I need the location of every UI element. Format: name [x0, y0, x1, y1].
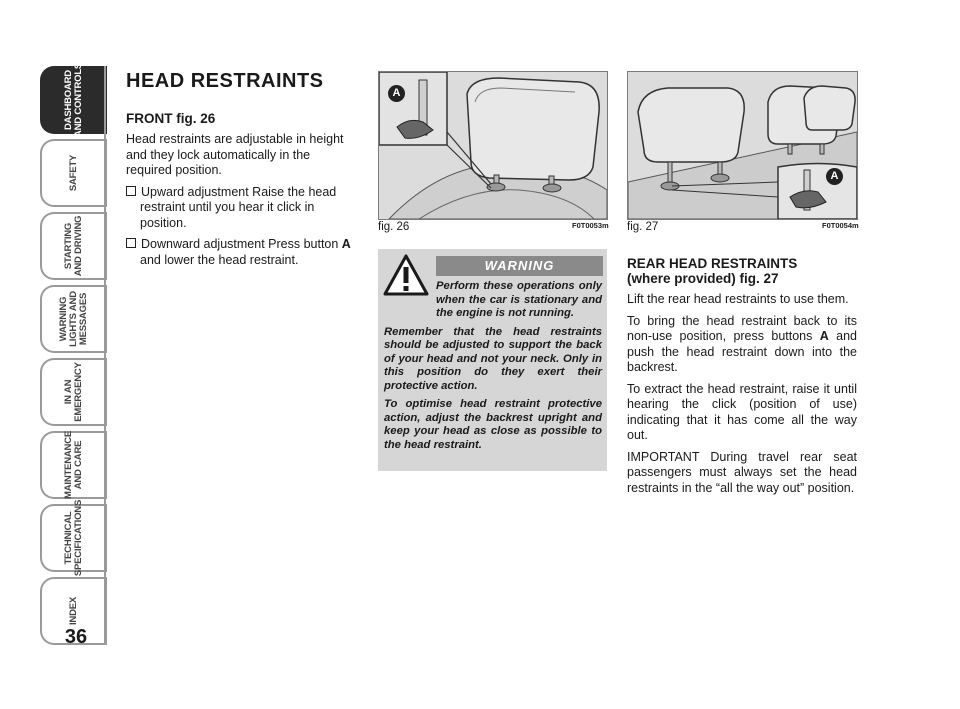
section-subtitle: FRONT fig. 26	[126, 111, 216, 126]
front-head-restraint-illustration	[379, 72, 607, 219]
body-paragraph: Lift the rear head restraints to use them.	[627, 292, 849, 306]
checkbox-bullet-icon	[126, 238, 136, 248]
body-paragraph	[627, 314, 857, 376]
tab-label: STARTING AND DRIVING	[63, 215, 84, 277]
front-head-restraints-section	[126, 70, 356, 274]
warning-paragraph: Perform these operations only when the car is stationary and the engine is not running.	[436, 280, 602, 319]
tab-label: SAFETY	[68, 154, 79, 192]
bullet-text: Downward adjustment Press button	[141, 237, 342, 251]
button-letter: A	[819, 329, 829, 343]
tab-technical-specifications[interactable]	[40, 499, 106, 577]
bullet-upward	[126, 185, 356, 232]
figure-26-code: F0T0053m	[572, 221, 609, 230]
checkbox-bullet-icon	[126, 186, 136, 196]
tab-label: TECHNICAL SPECIFICATIONS	[63, 499, 84, 577]
section-heading: (where provided) fig. 27	[627, 271, 779, 286]
tab-label: WARNING LIGHTS AND MESSAGES	[58, 291, 89, 347]
intro-paragraph: Head restraints are adjustable in height and they lock automatically in the required position.	[126, 132, 344, 177]
figure-27-code: F0T0054m	[822, 221, 859, 230]
tab-warning-lights[interactable]	[40, 285, 106, 353]
warning-text	[384, 280, 602, 457]
tab-label: INDEX	[68, 596, 79, 626]
button-letter: A	[341, 237, 351, 251]
warning-paragraph: Remember that the head restraints should be adjusted to support the back of your head and not your neck. Only in this position do they exert their protective action.	[384, 325, 602, 392]
figure-27-caption: fig. 27	[627, 221, 659, 233]
warning-paragraph: To optimise head restraint protective action, adjust the backrest upright and keep your head as close as possible to the head restraint.	[384, 398, 602, 451]
marker-a-badge: A	[826, 168, 843, 185]
tab-starting-and-driving[interactable]	[40, 212, 106, 280]
page-title: HEAD RESTRAINTS	[126, 70, 324, 92]
tab-label: MAINTENANCE AND CARE	[63, 431, 84, 499]
rear-head-restraints-section	[627, 256, 857, 502]
warning-title: WARNING	[436, 256, 603, 276]
figure-26-front-head-restraint	[378, 71, 608, 220]
body-paragraph: IMPORTANT During travel rear seat passengers must always set the head restraints in the “all the way out” position.	[627, 449, 857, 495]
body-text: and push the head restraint down into the backrest.	[627, 329, 857, 374]
bullet-text: Upward adjustment Raise the head restraint until you hear it click in position.	[140, 184, 337, 230]
tab-dashboard-and-controls[interactable]	[40, 62, 106, 138]
tab-label: IN AN EMERGENCY	[63, 362, 84, 422]
tab-divider	[104, 66, 106, 620]
tab-in-an-emergency[interactable]	[40, 358, 106, 426]
figure-26-caption: fig. 26	[378, 221, 410, 233]
marker-a-badge: A	[388, 85, 405, 102]
body-text: To bring the head restraint back to its non-use position, press buttons	[627, 313, 857, 343]
body-paragraph: To extract the head restraint, raise it until hearing the click (position of use) indicating that it has come all the way out.	[627, 381, 857, 442]
section-tabs	[40, 62, 106, 650]
tab-label: DASHBOARD AND CONTROLS	[63, 62, 84, 138]
page-number: 36	[64, 626, 88, 648]
figure-27-rear-head-restraints	[627, 71, 858, 220]
tab-maintenance-and-care[interactable]	[40, 431, 106, 499]
bullet-downward	[126, 237, 356, 268]
tab-safety[interactable]	[40, 139, 106, 207]
section-heading: REAR HEAD RESTRAINTS	[627, 256, 798, 271]
bullet-text: and lower the head restraint.	[140, 252, 299, 267]
rear-head-restraints-illustration	[628, 72, 857, 219]
